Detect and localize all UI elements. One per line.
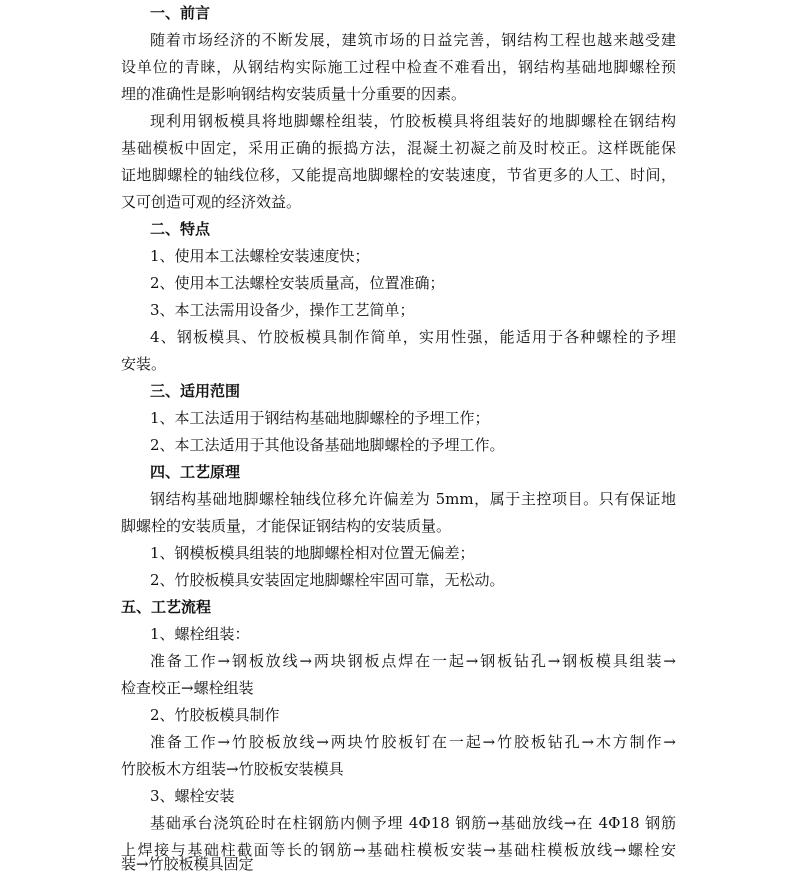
paragraph-line: 基础模板中固定，采用正确的振捣方法，混凝土初凝之前及时校正。这样既能保 [121,139,676,157]
list-item: 2、本工法适用于其他设备基础地脚螺栓的予埋工作。 [150,436,505,454]
process-flow-line: 上焊接与基础柱截面等长的钢筋→基础柱模板安装→基础柱模板放线→螺栓安 [121,841,676,859]
list-item: 1、使用本工法螺栓安装速度快； [150,247,370,265]
paragraph-line: 钢结构基础地脚螺栓轴线位移允许偏差为 5mm，属于主控项目。只有保证地 [150,490,676,508]
list-item: 3、螺栓安装 [150,787,235,805]
paragraph-line: 又可创造可观的经济效益。 [121,193,302,211]
section-heading-process: 五、工艺流程 [121,598,212,616]
list-item: 4、钢板模具、竹胶板模具制作简单，实用性强，能适用于各种螺栓的予埋 [150,328,676,346]
process-flow-line: 基础承台浇筑砼时在柱钢筋内侧予埋 4Φ18 钢筋→基础放线→在 4Φ18 钢筋 [150,814,676,832]
section-heading-scope: 三、适用范围 [150,382,241,400]
paragraph-line: 设单位的青睐，从钢结构实际施工过程中检查不难看出，钢结构基础地脚螺栓预 [121,58,676,76]
section-heading-preface: 一、前言 [150,4,211,22]
section-heading-features: 二、特点 [150,220,211,238]
list-item: 1、螺栓组装： [150,625,250,643]
list-item: 2、竹胶板模具制作 [150,706,280,724]
list-item: 2、竹胶板模具安装固定地脚螺栓牢固可靠，无松动。 [150,571,505,589]
paragraph-line: 现利用钢板模具将地脚螺栓组装，竹胶板模具将组装好的地脚螺栓在钢结构 [150,112,676,130]
list-item: 1、本工法适用于钢结构基础地脚螺栓的予埋工作； [150,409,490,427]
process-flow-line: 准备工作→钢板放线→两块钢板点焊在一起→钢板钻孔→钢板模具组装→ [150,652,676,670]
process-flow-line: 装→竹胶板模具固定 [121,855,254,873]
paragraph-line: 随着市场经济的不断发展，建筑市场的日益完善，钢结构工程也越来越受建 [150,31,676,49]
list-item: 1、钢模板模具组装的地脚螺栓相对位置无偏差； [150,544,475,562]
paragraph-line: 脚螺栓的安装质量，才能保证钢结构的安装质量。 [121,517,452,535]
process-flow-line: 竹胶板木方组装→竹胶板安装模具 [121,760,344,778]
paragraph-line: 证地脚螺栓的轴线位移，又能提高地脚螺栓的安装速度，节省更多的人工、时间， [121,166,676,184]
process-flow-line: 准备工作→竹胶板放线→两块竹胶板钉在一起→竹胶板钻孔→木方制作→ [150,733,676,751]
section-heading-principle: 四、工艺原理 [150,463,241,481]
process-flow-line: 检查校正→螺栓组装 [121,679,254,697]
list-item-continuation: 安装。 [121,355,167,373]
list-item: 2、使用本工法螺栓安装质量高，位置准确； [150,274,445,292]
paragraph-line: 埋的准确性是影响钢结构安装质量十分重要的因素。 [121,85,467,103]
list-item: 3、本工法需用设备少，操作工艺简单； [150,301,415,319]
